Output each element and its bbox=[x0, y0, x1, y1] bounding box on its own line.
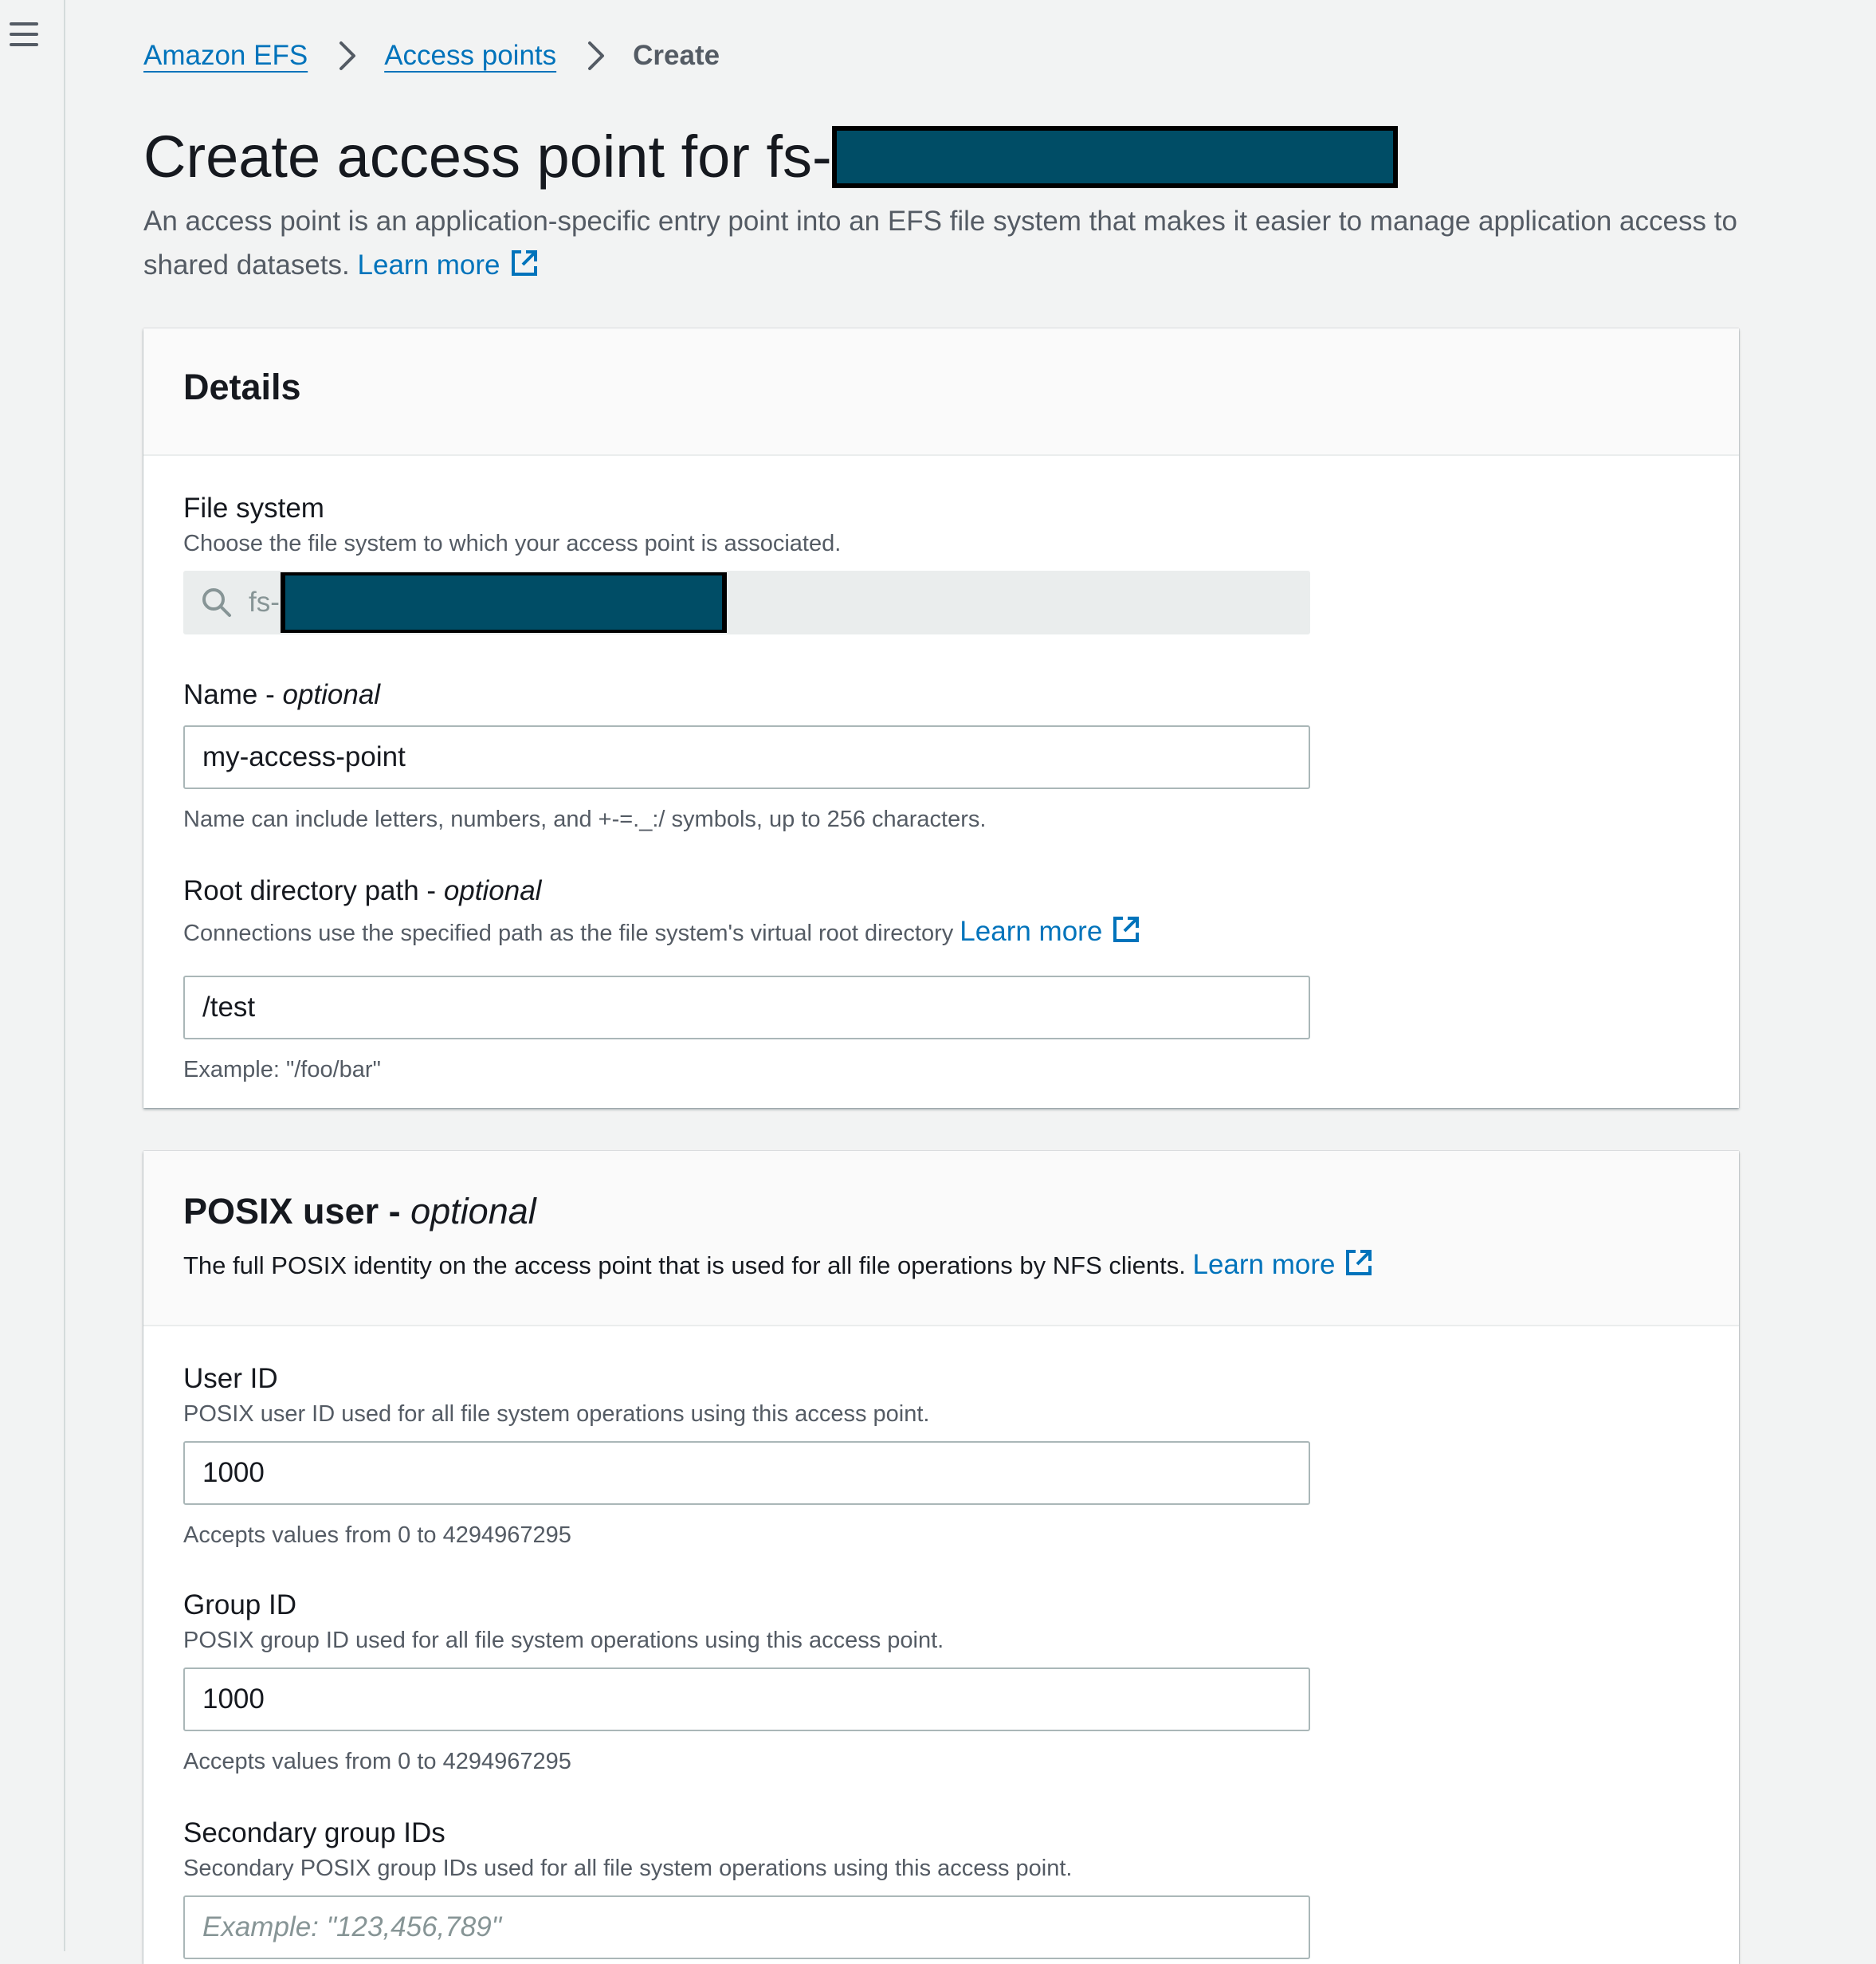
user-id-input[interactable]: 1000 bbox=[183, 1441, 1310, 1505]
breadcrumb-access-points[interactable]: Access points bbox=[384, 40, 557, 71]
user-id-field bbox=[183, 1363, 1310, 1548]
redacted-file-system-id bbox=[281, 571, 727, 634]
details-panel-header bbox=[143, 328, 1739, 456]
chevron-right-icon bbox=[328, 40, 363, 72]
root-path-label-text: Root directory path - bbox=[183, 875, 437, 906]
name-label bbox=[183, 679, 1310, 711]
root-path-field bbox=[183, 875, 1310, 1082]
file-system-description: Choose the file system to which your access point is associated. bbox=[183, 531, 842, 556]
file-system-label: File system bbox=[183, 493, 324, 524]
hamburger-menu-icon[interactable] bbox=[10, 22, 38, 48]
group-id-constraint: Accepts values from 0 to 4294967295 bbox=[183, 1749, 571, 1774]
root-path-constraint: Example: "/foo/bar" bbox=[183, 1057, 381, 1082]
name-field bbox=[183, 679, 1310, 832]
group-id-input[interactable]: 1000 bbox=[183, 1667, 1310, 1731]
learn-more-link[interactable] bbox=[358, 249, 540, 281]
file-system-input[interactable] bbox=[183, 571, 1310, 634]
breadcrumb bbox=[143, 40, 720, 72]
posix-user-optional: optional bbox=[410, 1191, 536, 1231]
root-path-label bbox=[183, 875, 1310, 907]
file-system-value: fs- bbox=[249, 587, 280, 618]
group-id-field bbox=[183, 1589, 1310, 1774]
side-navigation-rail bbox=[0, 0, 65, 1951]
user-id-constraint: Accepts values from 0 to 4294967295 bbox=[183, 1522, 571, 1548]
secondary-group-ids-label: Secondary group IDs bbox=[183, 1817, 445, 1848]
details-panel bbox=[143, 328, 1739, 1108]
page-description-text: An access point is an application-specific entry point into an EFS file system that makes it easier to manage application access to shared datasets. bbox=[143, 206, 1737, 281]
name-label-text: Name - bbox=[183, 679, 275, 710]
posix-user-description bbox=[183, 1247, 1375, 1281]
breadcrumb-amazon-efs[interactable]: Amazon EFS bbox=[143, 40, 308, 71]
posix-learn-more-link[interactable] bbox=[1192, 1249, 1375, 1280]
posix-user-panel-header bbox=[143, 1151, 1739, 1326]
name-constraint: Name can include letters, numbers, and +-=._:/ symbols, up to 256 characters. bbox=[183, 807, 987, 832]
root-path-description bbox=[183, 913, 1310, 948]
secondary-group-ids-description: Secondary POSIX group IDs used for all file system operations using this access point. bbox=[183, 1856, 1073, 1881]
posix-user-description-text: The full POSIX identity on the access point that is used for all file operations by NFS clients. bbox=[183, 1251, 1186, 1279]
learn-more-label: Learn more bbox=[357, 249, 500, 281]
external-link-icon bbox=[1343, 1247, 1375, 1279]
file-system-field bbox=[183, 493, 1310, 618]
details-title: Details bbox=[183, 367, 301, 407]
group-id-label: Group ID bbox=[183, 1589, 296, 1620]
learn-more-label: Learn more bbox=[1192, 1249, 1336, 1280]
breadcrumb-current: Create bbox=[633, 40, 720, 71]
secondary-group-ids-input[interactable]: Example: "123,456,789" bbox=[183, 1895, 1310, 1959]
root-path-description-text: Connections use the specified path as the file system's virtual root directory bbox=[183, 921, 954, 946]
posix-user-title bbox=[183, 1191, 536, 1232]
root-path-optional: optional bbox=[443, 875, 542, 906]
posix-user-panel bbox=[143, 1151, 1739, 1964]
chevron-right-icon bbox=[577, 40, 612, 72]
search-icon bbox=[201, 587, 233, 619]
user-id-description: POSIX user ID used for all file system operations using this access point. bbox=[183, 1401, 930, 1427]
user-id-label: User ID bbox=[183, 1363, 278, 1394]
posix-user-title-text: POSIX user - bbox=[183, 1191, 401, 1231]
external-link-icon bbox=[1110, 913, 1142, 945]
root-path-input[interactable]: /test bbox=[183, 976, 1310, 1039]
secondary-group-ids-field bbox=[183, 1817, 1310, 1942]
external-link-icon bbox=[508, 247, 540, 279]
group-id-description: POSIX group ID used for all file system operations using this access point. bbox=[183, 1628, 944, 1653]
name-optional: optional bbox=[282, 679, 381, 710]
name-input[interactable]: my-access-point bbox=[183, 725, 1310, 789]
page-description bbox=[143, 199, 1745, 287]
page-title bbox=[143, 121, 1398, 193]
page-title-text: Create access point for fs- bbox=[143, 124, 832, 190]
learn-more-label: Learn more bbox=[960, 916, 1103, 947]
redacted-file-system-id bbox=[832, 126, 1398, 188]
root-path-learn-more-link[interactable] bbox=[960, 916, 1142, 947]
